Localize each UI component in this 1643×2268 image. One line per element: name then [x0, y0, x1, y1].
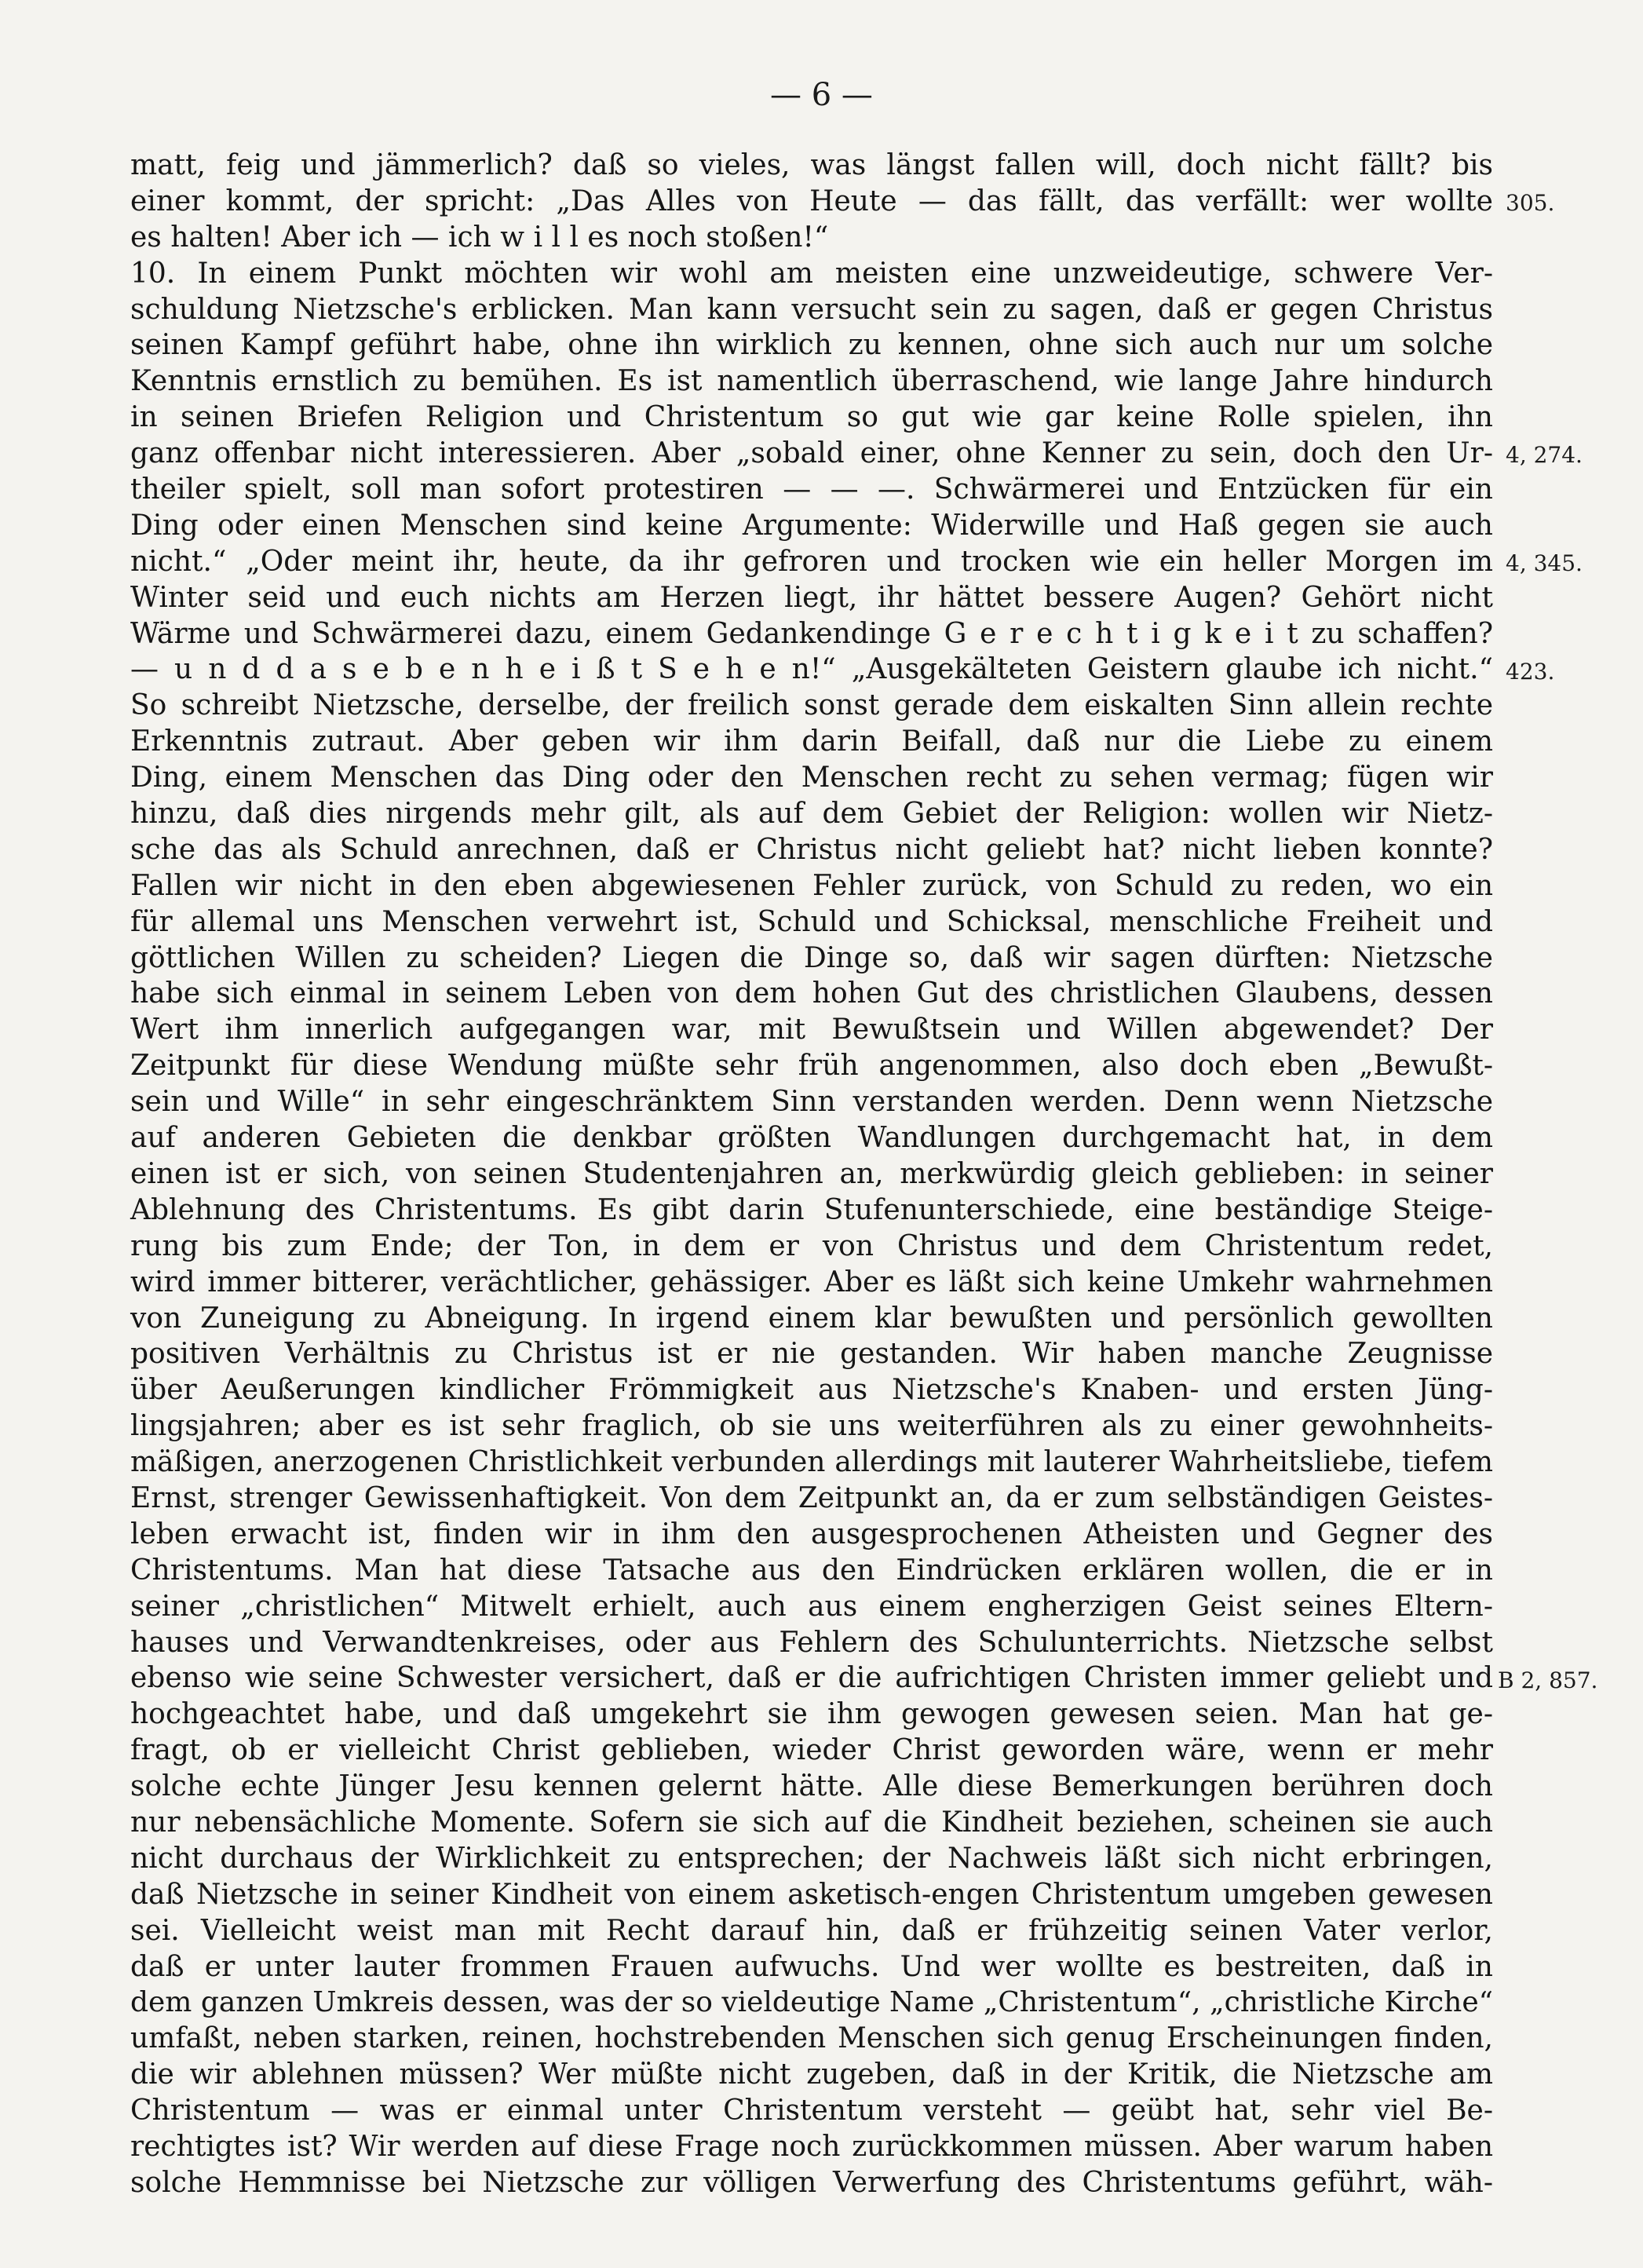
text-line: solche Hemmnisse bei Nietzsche zur völligen Verwerfung des Christentums geführt, wäh-	[130, 2166, 1493, 2199]
text-line: über Aeußerungen kindlicher Frömmigkeit aus Nietzsche's Knaben- und ersten Jüng-	[130, 1374, 1493, 1407]
text-line: es halten! Aber ich — ich w i l l es noch stoßen!“	[130, 221, 829, 254]
margin-reference: 423.	[1506, 658, 1555, 685]
margin-reference: 4, 345.	[1506, 550, 1583, 576]
text-line: Zeitpunkt für diese Wendung müßte sehr früh angenommen, also doch eben „Bewußt-	[130, 1050, 1493, 1083]
text-line: umfaßt, neben starken, reinen, hochstrebenden Menschen sich genug Erscheinungen finden,	[130, 2022, 1493, 2055]
text-line: nicht durchaus der Wirklichkeit zu entsprechen; der Nachweis läßt sich nicht erbringen,	[130, 1842, 1493, 1875]
text-line: hochgeachtet habe, und daß umgekehrt sie ihm gewogen gewesen seien. Man hat ge-	[130, 1698, 1493, 1731]
text-line: seinen Kampf geführt habe, ohne ihn wirklich zu kennen, ohne sich auch nur um solche	[130, 329, 1493, 362]
text-line: sche das als Schuld anrechnen, daß er Christus nicht geliebt hat? nicht lieben konnte?	[130, 833, 1493, 866]
text-line: einer kommt, der spricht: „Das Alles von Heute — das fällt, das verfällt: wer wollte	[130, 184, 1493, 217]
text-line: Ablehnung des Christentums. Es gibt darin Stufenunterschiede, eine beständige Steige-	[130, 1193, 1493, 1226]
text-line: auf anderen Gebieten die denkbar größten Wandlungen durchgemacht hat, in dem	[130, 1122, 1493, 1155]
margin-reference: 4, 274.	[1506, 442, 1583, 469]
text-line: matt, feig und jämmerlich? daß so vieles, was längst fallen will, doch nicht fällt? bis	[130, 149, 1493, 181]
text-line: Wärme und Schwärmerei dazu, einem Gedankendinge G e r e c h t i g k e i t zu schaffen?	[130, 617, 1493, 650]
text-line: einen ist er sich, von seinen Studentenjahren an, merkwürdig gleich geblieben: in seiner	[130, 1157, 1493, 1190]
text-line: Wert ihm innerlich aufgegangen war, mit Bewußtsein und Willen abgewendet? Der	[130, 1013, 1493, 1046]
text-line: nur nebensächliche Momente. Sofern sie sich auf die Kindheit beziehen, scheinen sie auch	[130, 1806, 1493, 1839]
text-line: 10. In einem Punkt möchten wir wohl am meisten eine unzweideutige, schwere Ver-	[130, 257, 1493, 290]
text-line: hinzu, daß dies nirgends mehr gilt, als auf dem Gebiet der Religion: wollen wir Nietz-	[130, 798, 1493, 831]
text-line: Fallen wir nicht in den eben abgewiesenen Fehler zurück, von Schuld zu reden, wo ein	[130, 869, 1493, 902]
page-number: — 6 —	[770, 77, 873, 113]
text-line: So schreibt Nietzsche, derselbe, der freilich sonst gerade dem eiskalten Sinn allein rechte	[130, 689, 1493, 722]
text-line: ebenso wie seine Schwester versichert, daß er die aufrichtigen Christen immer geliebt und	[130, 1662, 1493, 1695]
body-text	[130, 148, 1493, 2201]
text-line: nicht.“ „Oder meint ihr, heute, da ihr gefroren und trocken wie ein heller Morgen im	[130, 545, 1493, 578]
text-line: göttlichen Willen zu scheiden? Liegen die Dinge so, daß wir sagen dürften: Nietzsche	[130, 941, 1493, 974]
text-line: die wir ablehnen müssen? Wer müßte nicht zugeben, daß in der Kritik, die Nietzsche am	[130, 2058, 1493, 2091]
text-line: schuldung Nietzsche's erblicken. Man kann versucht sein zu sagen, daß er gegen Christus	[130, 293, 1493, 326]
text-line: wird immer bitterer, verächtlicher, gehässiger. Aber es läßt sich keine Umkehr wahrnehmen	[130, 1265, 1493, 1298]
text-line: lingsjahren; aber es ist sehr fraglich, ob sie uns weiterführen als zu einer gewohnheits-	[130, 1410, 1493, 1443]
text-line: habe sich einmal in seinem Leben von dem hohen Gut des christlichen Glaubens, dessen	[130, 977, 1493, 1010]
text-line: Ernst, strenger Gewissenhaftigkeit. Von dem Zeitpunkt an, da er zum selbständigen Geistes-	[130, 1481, 1493, 1514]
text-line: positiven Verhältnis zu Christus ist er nie gestanden. Wir haben manche Zeugnisse	[130, 1338, 1493, 1371]
text-line: rechtigtes ist? Wir werden auf diese Frage noch zurückkommen müssen. Aber warum haben	[130, 2130, 1493, 2163]
text-line: theiler spielt, soll man sofort protestiren — — —. Schwärmerei und Entzücken für ein	[130, 473, 1493, 506]
text-line: daß er unter lauter frommen Frauen aufwuchs. Und wer wollte es bestreiten, daß in	[130, 1950, 1493, 1983]
text-line: — u n d d a s e b e n h e i ß t S e h e n!“ „Ausgekälteten Geistern glaube ich nicht.“	[130, 653, 1493, 686]
text-line: für allemal uns Menschen verwehrt ist, Schuld und Schicksal, menschliche Freiheit und	[130, 905, 1493, 938]
text-line: Erkenntnis zutraut. Aber geben wir ihm darin Beifall, daß nur die Liebe zu einem	[130, 725, 1493, 758]
text-line: ganz offenbar nicht interessieren. Aber „sobald einer, ohne Kenner zu sein, doch den Ur-	[130, 437, 1493, 470]
margin-reference: 305.	[1506, 189, 1555, 216]
text-line: sein und Wille“ in sehr eingeschränktem Sinn verstanden werden. Denn wenn Nietzsche	[130, 1086, 1493, 1119]
text-line: Ding, einem Menschen das Ding oder den Menschen recht zu sehen vermag; fügen wir	[130, 761, 1493, 794]
text-line: rung bis zum Ende; der Ton, in dem er von Christus und dem Christentum redet,	[130, 1229, 1493, 1262]
text-line: hauses und Verwandtenkreises, oder aus Fehlern des Schulunterrichts. Nietzsche selbst	[130, 1626, 1493, 1659]
text-line: Winter seid und euch nichts am Herzen liegt, ihr hättet bessere Augen? Gehört nicht	[130, 581, 1493, 614]
text-line: dem ganzen Umkreis dessen, was der so vieldeutige Name „Christentum“, „christliche Kirche“	[130, 1986, 1493, 2019]
text-line: Ding oder einen Menschen sind keine Argumente: Widerwille und Haß gegen sie auch	[130, 509, 1493, 542]
text-line: mäßigen, anerzogenen Christlichkeit verbunden allerdings mit lauterer Wahrheitsliebe, tiefem	[130, 1446, 1493, 1479]
text-line: fragt, ob er vielleicht Christ geblieben, wieder Christ geworden wäre, wenn er mehr	[130, 1734, 1493, 1767]
text-line: solche echte Jünger Jesu kennen gelernt hätte. Alle diese Bemerkungen berühren doch	[130, 1770, 1493, 1803]
margin-reference: B 2, 857.	[1498, 1667, 1598, 1693]
text-line: Christentums. Man hat diese Tatsache aus den Eindrücken erklären wollen, die er in	[130, 1554, 1493, 1587]
text-line: seiner „christlichen“ Mitwelt erhielt, auch aus einem engherzigen Geist seines Eltern-	[130, 1590, 1493, 1623]
text-line: leben erwacht ist, finden wir in ihm den ausgesprochenen Atheisten und Gegner des	[130, 1517, 1493, 1550]
text-line: in seinen Briefen Religion und Christentum so gut wie gar keine Rolle spielen, ihn	[130, 401, 1493, 434]
text-line: daß Nietzsche in seiner Kindheit von einem asketisch-engen Christentum umgeben gewesen	[130, 1878, 1493, 1911]
text-line: von Zuneigung zu Abneigung. In irgend einem klar bewußten und persönlich gewollten	[130, 1302, 1493, 1335]
text-line: Kenntnis ernstlich zu bemühen. Es ist namentlich überraschend, wie lange Jahre hindurch	[130, 365, 1493, 398]
text-line: Christentum — was er einmal unter Christentum versteht — geübt hat, sehr viel Be-	[130, 2095, 1493, 2127]
text-line: sei. Vielleicht weist man mit Recht darauf hin, daß er frühzeitig seinen Vater verlor,	[130, 1914, 1493, 1947]
